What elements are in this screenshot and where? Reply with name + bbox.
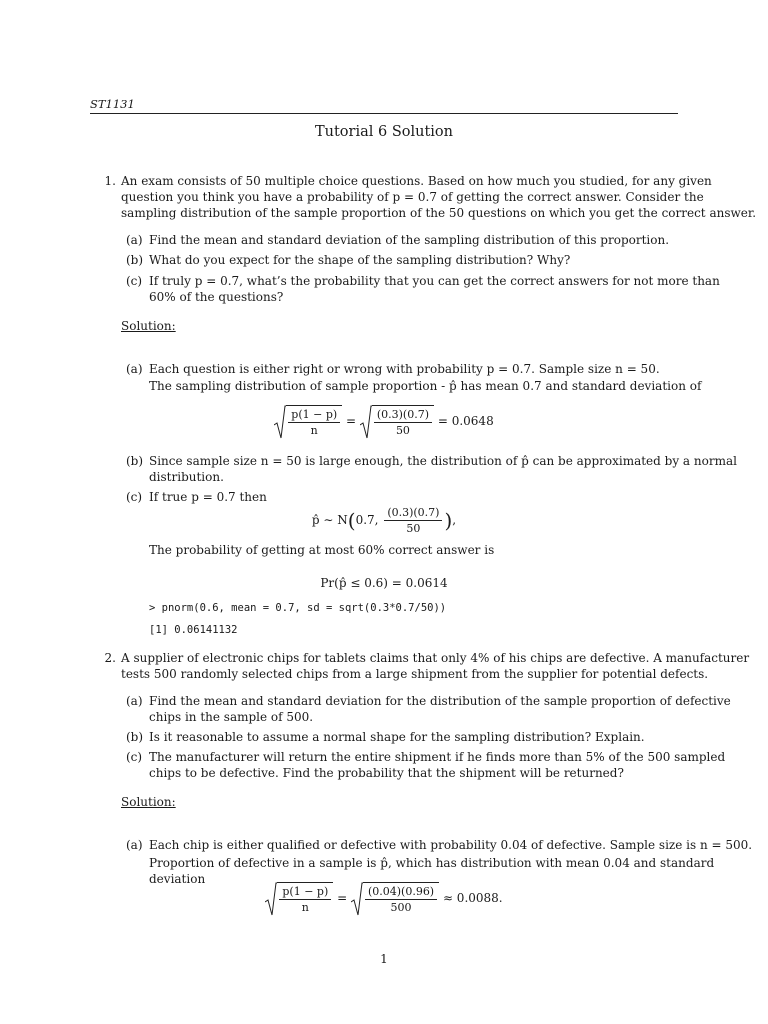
solution-text: Each question is either right or wrong with probability p = 0.7. Sample size n = 50. [149, 362, 660, 376]
part-text: If truly p = 0.7, what’s the probability that you can get the correct answers for not more than [149, 274, 720, 288]
page-number: 1 [380, 952, 388, 966]
page-title: Tutorial 6 Solution [314, 124, 454, 140]
solution-text: If true p = 0.7 then [149, 490, 267, 504]
sd-equation: $\frac{p(1 - p)}{n}$ = $\frac{(0.04)(0.96)}{500}$ ≈ 0.0088. [90, 882, 678, 915]
part-text: Is it reasonable to assume a normal shape for the sampling distribution? Explain. [149, 730, 645, 744]
sqrt-expression: $\frac{(0.3)(0.7)}{50}$ [360, 405, 434, 438]
solution-text: deviation [149, 872, 206, 886]
equation-result: ≈ 0.0088. [442, 891, 503, 905]
part-label: (b) [126, 253, 144, 267]
solution-text: Proportion of defective in a sample is p̂, which has distribution with mean 0.04 and standard [149, 856, 715, 870]
part-text: What do you expect for the shape of the sampling distribution? Why? [149, 253, 571, 267]
normal-equation: p̂ ∼ N(0.7, $\frac{(0.3)(0.7)}{50}$ ), [311, 506, 457, 535]
solution-text: The probability of getting at most 60% correct answer is [149, 543, 495, 557]
sqrt-expression: $\frac{p(1 - p)}{n}$ [274, 405, 342, 438]
question-line: An exam consists of 50 multiple choice questions. Based on how much you studied, for any given [121, 174, 712, 188]
part-text: The manufacturer will return the entire shipment if he finds more than 5% of the 500 sampled [149, 750, 726, 764]
part-text: chips in the sample of 500. [149, 710, 314, 724]
solution-label: Solution: [121, 319, 176, 333]
sqrt-expression: $\frac{(0.04)(0.96)}{500}$ [351, 882, 439, 915]
course-code: ST1131 [90, 97, 135, 111]
part-label: (c) [126, 490, 143, 504]
probability-equation: Pr(p̂ ≤ 0.6) = 0.0614 [320, 576, 448, 590]
question-number: 1. [104, 174, 116, 188]
question-line: tests 500 randomly selected chips from a large shipment from the supplier for potential defects. [121, 667, 709, 681]
part-text: 60% of the questions? [149, 290, 284, 304]
code-line: > pnorm(0.6, mean = 0.7, sd = sqrt(0.3*0.7/50)) [149, 602, 447, 614]
question-number: 2. [104, 651, 116, 665]
sqrt-expression: $\frac{p(1 - p)}{n}$ [265, 882, 333, 915]
part-label: (a) [126, 233, 143, 247]
part-label: (a) [126, 694, 143, 708]
solution-text: distribution. [149, 470, 224, 484]
part-text: chips to be defective. Find the probability that the shipment will be returned? [149, 766, 624, 780]
part-label: (c) [126, 750, 143, 764]
header-divider [90, 113, 678, 114]
part-label: (b) [126, 730, 144, 744]
solution-text: Each chip is either qualified or defective with probability 0.04 of defective. Sample size is n = 500. [149, 838, 753, 852]
part-text: Find the mean and standard deviation of the sampling distribution of this proportion. [149, 233, 670, 247]
solution-text: The sampling distribution of sample proportion - p̂ has mean 0.7 and standard deviation of [149, 379, 702, 393]
sd-equation: $\frac{p(1 - p)}{n}$ = $\frac{(0.3)(0.7)}{50}$ = 0.0648 [90, 405, 678, 438]
part-label: (a) [126, 838, 143, 852]
part-label: (b) [126, 454, 144, 468]
solution-label: Solution: [121, 795, 176, 809]
equation-result: = 0.0648 [437, 414, 494, 428]
solution-text: Since sample size n = 50 is large enough, the distribution of p̂ can be approximated by a normal [149, 454, 737, 468]
part-label: (c) [126, 274, 143, 288]
question-line: sampling distribution of the sample proportion of the 50 questions on which you get the correct answer. [121, 206, 757, 220]
question-line: question you think you have a probability of p = 0.7 of getting the correct answer. Consider the [121, 190, 704, 204]
question-line: A supplier of electronic chips for tablets claims that only 4% of his chips are defective. A manufacturer [121, 651, 750, 665]
code-output: [1] 0.06141132 [149, 624, 238, 636]
part-text: Find the mean and standard deviation for the distribution of the sample proportion of defective [149, 694, 731, 708]
part-label: (a) [126, 362, 143, 376]
